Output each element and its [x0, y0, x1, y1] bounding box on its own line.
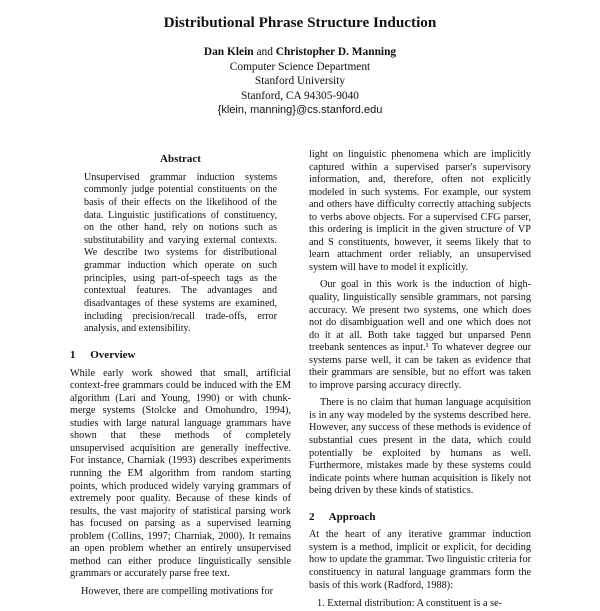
- author-conjunction: and: [256, 46, 273, 58]
- claim-paragraph: There is no claim that human language acquisition is in any way modeled by the systems described here. However, any success of these methods is evidence of substantial cues present in the data, which could potentially be exploited by humans as well. Furthermore, mistakes made by these systems could indicate points where human acquisition is likely not being driven by these kinds of statistics.: [309, 397, 531, 497]
- affiliation-address: Stanford, CA 94305-9040: [240, 89, 360, 102]
- affiliation-department: Computer Science Department: [229, 60, 371, 73]
- right-column: [309, 149, 531, 611]
- overview-paragraph-2-start: However, there are compelling motivations for: [81, 585, 273, 597]
- section-1-heading: [70, 349, 291, 362]
- overview-paragraph-1: While early work showed that small, artificial context-free grammars could be induced with the EM algorithm (Lari and Young, 1990) or with chunk-merge systems (Stolcke and Omohundro, 1994), studies with large natural language grammars have shown that these methods of completely unsupervised acquisition are generally ineffective. For instance, Charniak (1993) describes experiments running the EM algorithm from random starting points, which produced widely varying grammars of extremely poor quality. Because of these kinds of results, the vast majority of statistical parsing work has focused on parsing as a supervised learning problem (Collins, 1997; Charniak, 2000). It remains an open problem whether an entirely unsupervised method can either produce linguistically sensible grammars or accurately parse free text.: [70, 367, 291, 580]
- section-2-title: Approach: [328, 510, 376, 523]
- author-email: {klein, manning}@cs.stanford.edu: [217, 104, 383, 117]
- approach-list-item-1: 1. External distribution: A constituent is a se-: [317, 598, 503, 610]
- affiliation-university: Stanford University: [254, 75, 346, 88]
- left-column: [70, 153, 291, 598]
- section-1-title: Overview: [90, 349, 136, 362]
- section-1-number: 1: [70, 349, 76, 362]
- author-2: Christopher D. Manning: [275, 46, 397, 58]
- overview-paragraph-continued: light on linguistic phenomena which are implicitly captured within a supervised parser's supervisory information, and, therefore, often not explicitly modeled in such systems. For example, our system and others have difficulty correctly attaching subjects to verbs above objects. For a supervised CFG parser, this ordering is implicit in the given structure of VP and S constituents, however, it seems likely that to learn attachment order reliably, an unsupervised system will have to model it explicitly.: [309, 149, 531, 273]
- section-2-heading: [309, 511, 531, 524]
- author-block: [0, 45, 600, 118]
- approach-paragraph-1: At the heart of any iterative grammar induction system is a method, implicit or explicit, for deciding how to update the grammar. Two linguistic criteria for constituency in natural language grammars form the basis of this work (Radford, 1988):: [309, 529, 531, 591]
- section-2-number: 2: [309, 510, 315, 523]
- author-names: [0, 45, 600, 60]
- author-1: Dan Klein: [203, 46, 254, 58]
- abstract-text: Unsupervised grammar induction systems commonly judge potential constituents on the basis of their effects on the likelihood of the data. Linguistic justifications of constituency, on the other hand, rely on notions such as substitutability and varying external contexts. We describe two systems for distributional grammar induction which operate on such principles, using part-of-speech tags as the contextual features. The advantages and disadvantages of these systems are examined, including precision/recall trade-offs, error analysis, and extensibility.: [84, 171, 277, 335]
- abstract-heading: Abstract: [160, 153, 201, 165]
- goal-paragraph: Our goal in this work is the induction of high-quality, linguistically sensible grammars, not parsing accuracy. We present two systems, one which does not do disambiguation well and one which does not do it at all. Both take tagged but unparsed Penn treebank sentences as input.¹ To whatever degree our systems parse well, it can be taken as evidence that their grammars are sensible, but no effort was taken to improve parsing accuracy directly.: [309, 279, 531, 391]
- paper-title: Distributional Phrase Structure Induction: [163, 14, 437, 31]
